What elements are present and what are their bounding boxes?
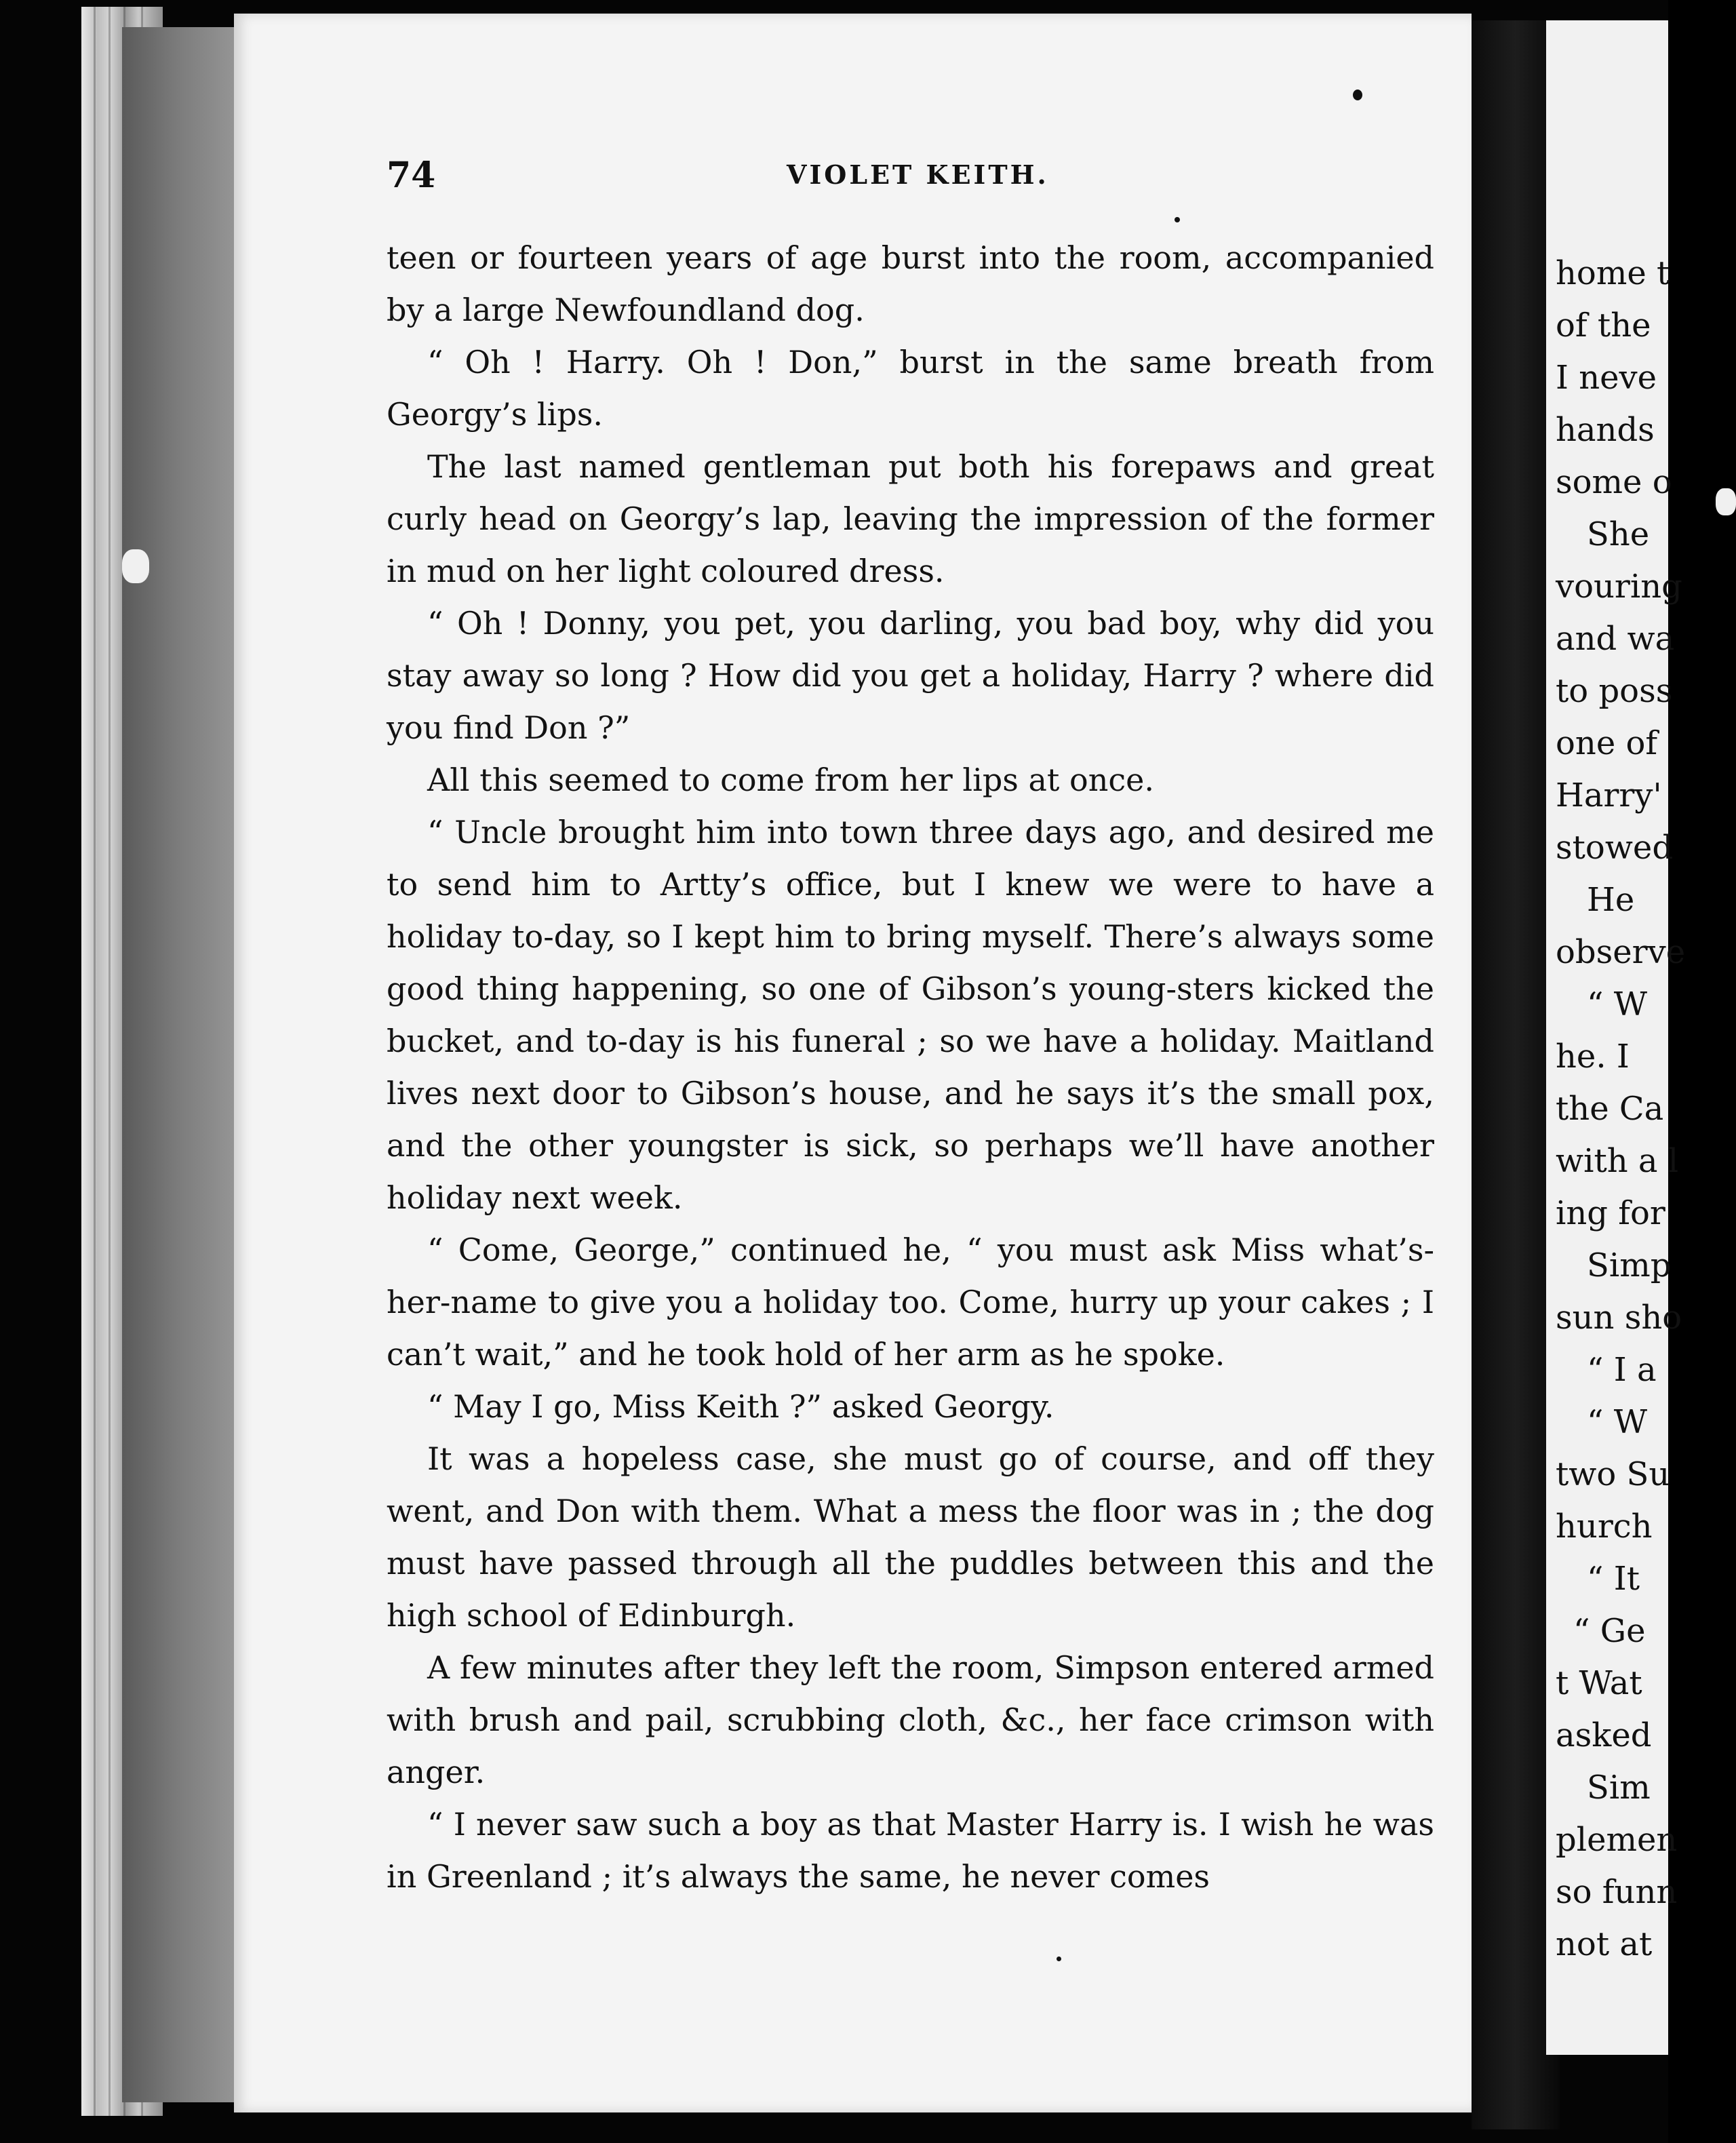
facing-line: “ It xyxy=(1587,1560,1640,1598)
ink-speck xyxy=(1175,217,1180,222)
facing-page xyxy=(1546,20,1686,2055)
facing-line: some o xyxy=(1556,463,1672,501)
facing-line: t Wat xyxy=(1556,1664,1642,1702)
paragraph: “ May I go, Miss Keith ?” asked Georgy. xyxy=(427,1388,1054,1425)
facing-line: I neve xyxy=(1556,359,1657,397)
facing-line: Harry' xyxy=(1556,776,1662,814)
facing-line: with a l xyxy=(1556,1142,1679,1180)
facing-line: vouring xyxy=(1556,568,1682,606)
facing-line: sun sho xyxy=(1556,1299,1682,1337)
facing-line: hands xyxy=(1556,411,1655,449)
facing-line: “ Ge xyxy=(1573,1612,1646,1650)
page-number: 74 xyxy=(387,155,436,196)
facing-line: “ W xyxy=(1587,1403,1648,1441)
paragraph: “ Oh ! Donny, you pet, you darling, you bad boy, why did you stay away so long ? How did you get a holiday, Harry ? where did you find Don ?” xyxy=(387,605,1434,746)
facing-line: one of xyxy=(1556,724,1658,762)
facing-line: of the xyxy=(1556,307,1651,345)
scan-blemish xyxy=(1716,488,1736,515)
body-text xyxy=(387,232,1434,1903)
facing-line: the Ca xyxy=(1556,1090,1664,1128)
facing-line: asked xyxy=(1556,1716,1652,1754)
paragraph: A few minutes after they left the room, Simpson entered armed with brush and pail, scrubbing cloth, &c., her face crimson with anger. xyxy=(387,1649,1434,1790)
facing-line: to poss xyxy=(1556,672,1673,710)
facing-line: ing for xyxy=(1556,1194,1665,1232)
facing-line: Simp xyxy=(1587,1246,1672,1284)
running-title: VIOLET KEITH. xyxy=(787,159,1049,190)
paragraph: “ Oh ! Harry. Oh ! Don,” burst in the same breath from Georgy’s lips. xyxy=(387,344,1434,433)
ink-speck xyxy=(1057,1957,1061,1961)
facing-line: hurch xyxy=(1556,1508,1653,1546)
paragraph: It was a hopeless case, she must go of course, and off they went, and Don with them. What a mess the floor was in ; the dog must have passed through all the puddles between this and the high school of Edinburgh. xyxy=(387,1440,1434,1634)
facing-line: observe xyxy=(1556,933,1686,971)
facing-line: He xyxy=(1587,881,1635,919)
facing-line: home t xyxy=(1556,254,1670,292)
paragraph: “ Come, George,” continued he, “ you must ask Miss what’s-her-name to give you a holiday too. Come, hurry up your cakes ; I can’t wait,” and he took hold of her arm as he spoke. xyxy=(387,1232,1434,1373)
facing-line: “ I a xyxy=(1587,1351,1657,1389)
ink-speck xyxy=(1353,90,1362,100)
paragraph: All this seemed to come from her lips at once. xyxy=(427,762,1154,798)
facing-line: two Su xyxy=(1556,1455,1670,1493)
facing-line: not at xyxy=(1556,1925,1653,1963)
paragraph: “ Uncle brought him into town three days ago, and desired me to send him to Artty’s office, but I knew we were to have a holiday to-day, so I kept him to bring myself. There’s always some good thing happening, so one of Gibson’s young-sters kicked the bucket, and to-day is his funeral ; so we have a holiday. Maitland lives next door to Gibson’s house, and he says it’s the small pox, and the other youngster is sick, so perhaps we’ll have another holiday next week. xyxy=(387,814,1434,1216)
facing-line: “ W xyxy=(1587,985,1648,1023)
paragraph: “ I never saw such a boy as that Master Harry is. I wish he was in Greenland ; it’s always the same, he never comes xyxy=(387,1806,1434,1895)
facing-line: and wa xyxy=(1556,620,1675,658)
paragraph: The last named gentleman put both his forepaws and great curly head on Georgy’s lap, leaving the impression of the former in mud on her light coloured dress. xyxy=(387,448,1434,589)
scan-blemish xyxy=(122,549,149,583)
facing-line: She xyxy=(1587,515,1650,553)
facing-line: so funn xyxy=(1556,1873,1678,1911)
facing-line: he. I xyxy=(1556,1038,1630,1076)
facing-line: Sim xyxy=(1587,1769,1651,1807)
facing-line: plemen xyxy=(1556,1821,1678,1859)
paragraph: teen or fourteen years of age burst into the room, accompanied by a large Newfoundland dog. xyxy=(387,239,1434,328)
facing-line: stowed xyxy=(1556,829,1674,867)
